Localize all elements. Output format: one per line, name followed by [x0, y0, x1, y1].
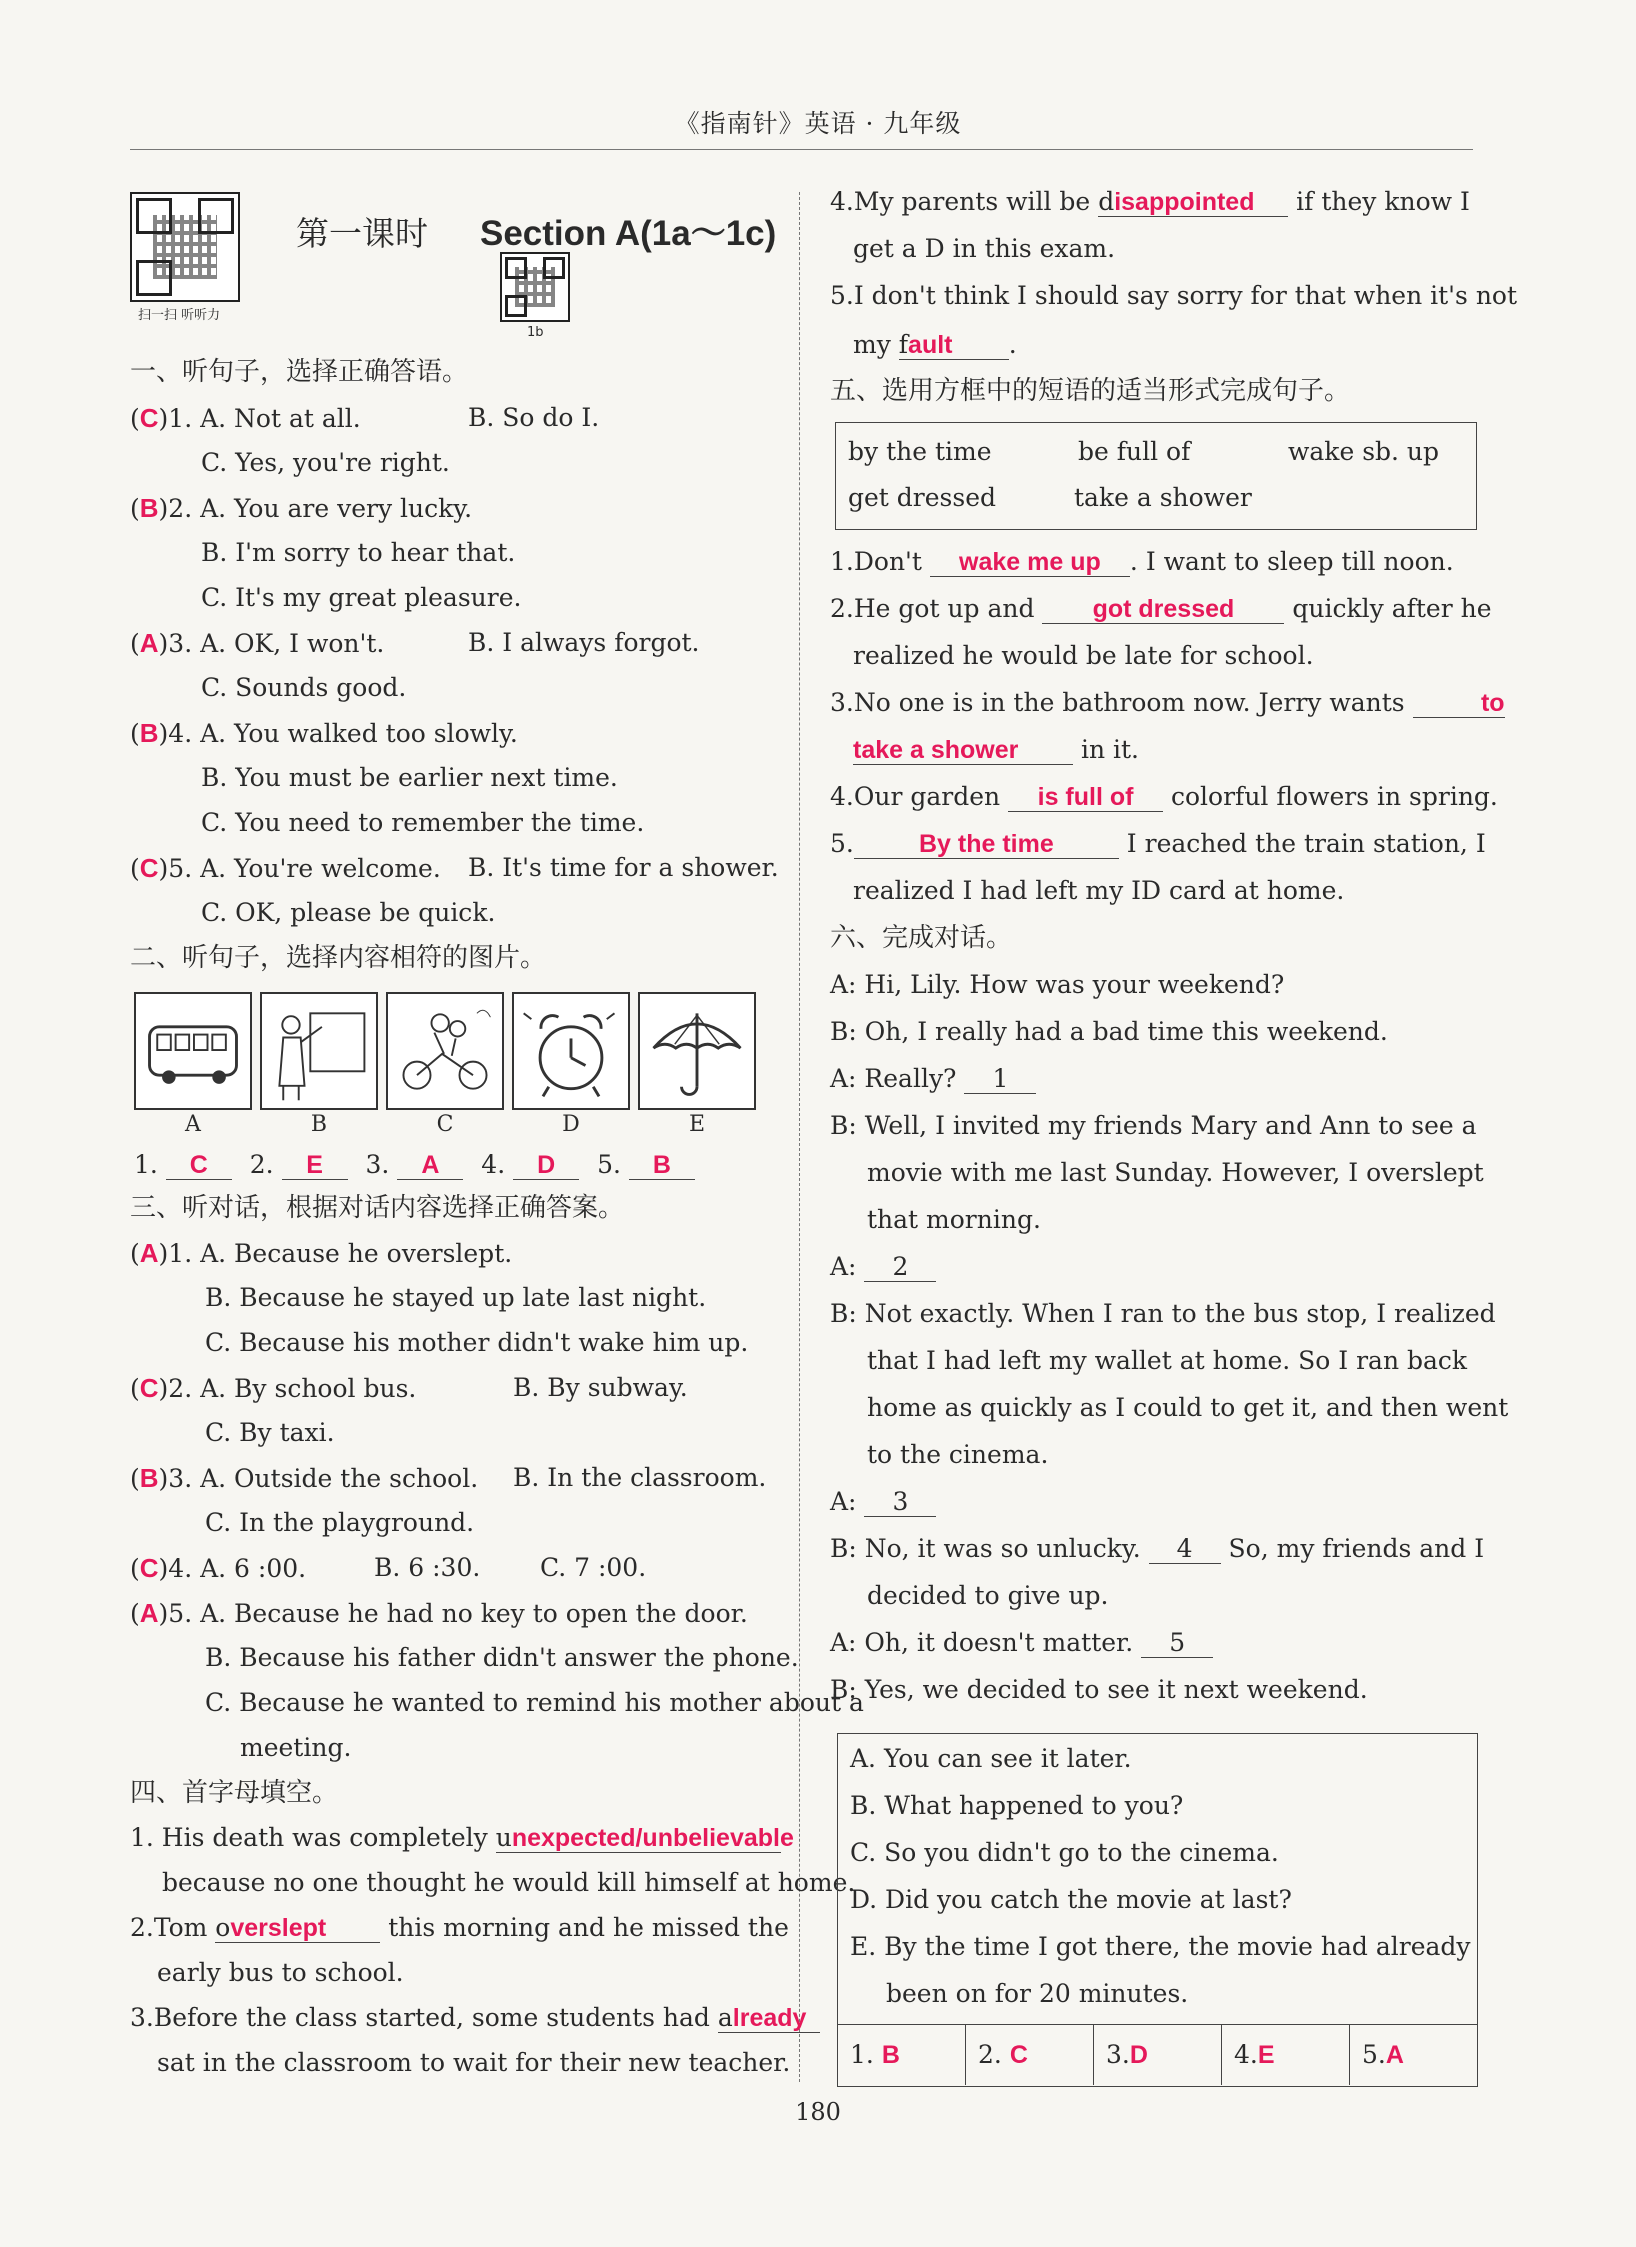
- section-2-heading: 二、听句子，选择内容相符的图片。: [130, 943, 547, 973]
- s3-q5-option-c-cont: meeting.: [240, 1733, 352, 1762]
- picture-label-a: A: [185, 1112, 201, 1137]
- section-6-heading: 六、完成对话。: [830, 923, 1013, 953]
- s5-q2-cont: realized he would be late for school.: [853, 641, 1314, 670]
- s3-q2-option-c: C. By taxi.: [205, 1418, 335, 1447]
- s3-q5-option-c: C. Because he wanted to remind his mother about a: [205, 1688, 864, 1717]
- blank: 3: [864, 1488, 936, 1517]
- option: D. Did you catch the movie at last?: [850, 1885, 1292, 1914]
- s1-question-1: (C)1. A. Not at all.: [130, 403, 361, 433]
- section-3-heading: 三、听对话，根据对话内容选择正确答案。: [130, 1193, 625, 1223]
- option: been on for 20 minutes.: [886, 1979, 1189, 2008]
- blank: 2: [864, 1253, 936, 1282]
- section-1-heading: 一、听句子，选择正确答语。: [130, 357, 469, 387]
- option: A. You can see it later.: [850, 1744, 1132, 1773]
- answer-row: [838, 2024, 1477, 2085]
- answer: C: [139, 853, 159, 883]
- answer: C: [139, 1373, 159, 1403]
- answer: is full of: [1008, 783, 1163, 812]
- s1-q2-option-c: C. It's my great pleasure.: [201, 583, 522, 612]
- options-box: [837, 1733, 1478, 2087]
- answer-cell: 5.A: [1349, 2025, 1477, 2085]
- answer: verslept: [230, 1914, 327, 1942]
- s3-q4-option-c: C. 7 :00.: [540, 1553, 647, 1582]
- dialogue-line: to the cinema.: [867, 1440, 1049, 1469]
- s3-question-2: (C)2. A. By school bus.: [130, 1373, 417, 1403]
- dialogue-line: B: Not exactly. When I ran to the bus stop, I realized: [830, 1299, 1496, 1328]
- qr-1b-caption: 1b: [527, 325, 544, 340]
- s5-question-1: 1.Don't wake me up . I want to sleep till noon.: [830, 547, 1454, 576]
- lesson-title-en: Section A(1a～1c): [480, 214, 777, 253]
- picture-teacher: [260, 992, 378, 1110]
- s1-q4-option-c: C. You need to remember the time.: [201, 808, 645, 837]
- phrase-box: [835, 422, 1477, 530]
- phrase: be full of: [1078, 437, 1191, 466]
- dialogue-line: A: Oh, it doesn't matter. 5: [830, 1628, 1213, 1658]
- option: E. By the time I got there, the movie had already: [850, 1932, 1471, 1961]
- picture-label-e: E: [688, 1112, 706, 1137]
- s3-q1-option-c: C. Because his mother didn't wake him up.: [205, 1328, 749, 1357]
- page-header: 《指南针》英语 · 九年级: [674, 109, 962, 138]
- s4-q4-cont: get a D in this exam.: [853, 234, 1116, 263]
- s1-question-5: (C)5. A. You're welcome.: [130, 853, 441, 883]
- s3-q5-option-b: B. Because his father didn't answer the phone.: [205, 1643, 799, 1672]
- s5-q3-cont: take a shower in it.: [853, 735, 1139, 764]
- s2-answers: 1. C 2. E 3. A 4. D 5. B: [134, 1150, 695, 1180]
- answer-cell: 2. C: [965, 2025, 1093, 2085]
- s4-question-5: 5.I don't think I should say sorry for that when it's not: [830, 281, 1518, 310]
- s5-q5-cont: realized I had left my ID card at home.: [853, 876, 1345, 905]
- answer: ault: [908, 331, 953, 359]
- dialogue-line: A: 2: [830, 1252, 936, 1282]
- s3-question-4: (C)4. A. 6 :00.: [130, 1553, 307, 1583]
- option: C. So you didn't go to the cinema.: [850, 1838, 1279, 1867]
- s4-question-2: 2.Tom overslept this morning and he missed the: [130, 1913, 789, 1942]
- answer: E: [282, 1151, 348, 1180]
- dialogue-line: B: No, it was so unlucky. 4 So, my friends and I: [830, 1534, 1485, 1563]
- picture-bus: [134, 992, 252, 1110]
- s4-q2-cont: early bus to school.: [157, 1958, 404, 1987]
- dialogue-line: movie with me last Sunday. However, I overslept: [867, 1158, 1484, 1187]
- qr-caption: 扫一扫 听听力: [138, 308, 221, 323]
- dialogue-line: B: Oh, I really had a bad time this weekend.: [830, 1017, 1388, 1046]
- s3-question-1: (A)1. A. Because he overslept.: [130, 1238, 513, 1268]
- lesson-title-cn: 第一课时: [296, 214, 428, 253]
- s1-q5-option-c: C. OK, please be quick.: [201, 898, 496, 927]
- answer: C: [139, 403, 159, 433]
- picture-label-b: B: [310, 1112, 328, 1137]
- s4-q5-cont: my fault .: [853, 330, 1017, 359]
- answer: isappointed: [1114, 188, 1255, 216]
- answer: wake me up: [930, 548, 1130, 577]
- s1-q1-option-c: C. Yes, you're right.: [201, 448, 450, 477]
- section-4-heading: 四、首字母填空。: [130, 1778, 339, 1808]
- s3-q1-option-b: B. Because he stayed up late last night.: [205, 1283, 707, 1312]
- picture-motorbike: [386, 992, 504, 1110]
- answer: A: [397, 1151, 463, 1180]
- phrase: wake sb. up: [1288, 437, 1440, 466]
- s1-q2-option-b: B. I'm sorry to hear that.: [201, 538, 516, 567]
- s3-question-3: (B)3. A. Outside the school.: [130, 1463, 479, 1493]
- dialogue-line: B: Well, I invited my friends Mary and Ann to see a: [830, 1111, 1477, 1140]
- answer: nexpected/unbelievable: [511, 1824, 794, 1852]
- answer-cell: 3.D: [1093, 2025, 1221, 2085]
- s1-q4-option-b: B. You must be earlier next time.: [201, 763, 618, 792]
- blank: 1: [964, 1065, 1036, 1094]
- answer: By the time: [854, 830, 1119, 859]
- picture-umbrella: [638, 992, 756, 1110]
- qr-code-1b: [500, 252, 570, 322]
- header-rule: [130, 149, 1473, 150]
- option: B. What happened to you?: [850, 1791, 1184, 1820]
- page-number: 180: [795, 2098, 841, 2126]
- answer: B: [139, 1463, 159, 1493]
- answer: got dressed: [1042, 595, 1284, 624]
- s5-question-3: 3.No one is in the bathroom now. Jerry wants to: [830, 688, 1505, 717]
- answer-cell: 1. B: [850, 2040, 900, 2069]
- answer: D: [513, 1151, 579, 1180]
- picture-label-c: C: [436, 1112, 454, 1137]
- s1-q1-option-b: B. So do I.: [468, 403, 600, 432]
- s3-q4-option-b: B. 6 :30.: [374, 1553, 481, 1582]
- answer: take a shower: [853, 736, 1073, 765]
- qr-code-main: [130, 192, 240, 302]
- blank: 5: [1141, 1629, 1213, 1658]
- phrase: by the time: [848, 437, 992, 466]
- s5-question-2: 2.He got up and got dressed quickly after he: [830, 594, 1492, 623]
- dialogue-line: A: 3: [830, 1487, 936, 1517]
- s1-question-4: (B)4. A. You walked too slowly.: [130, 718, 518, 748]
- answer: C: [139, 1553, 159, 1583]
- dialogue-line: A: Hi, Lily. How was your weekend?: [830, 970, 1285, 999]
- answer: lready: [732, 2004, 807, 2032]
- dialogue-line: A: Really? 1: [830, 1064, 1036, 1094]
- dialogue-line: B: Yes, we decided to see it next weekend.: [830, 1675, 1368, 1704]
- picture-label-d: D: [562, 1112, 580, 1137]
- s4-question-3: 3.Before the class started, some students had already: [130, 2003, 820, 2033]
- answer: B: [139, 493, 159, 523]
- s4-question-1: 1. His death was completely unexpected/unbelievable: [130, 1823, 794, 1852]
- column-divider: [799, 192, 800, 2082]
- blank: 4: [1149, 1535, 1221, 1564]
- dialogue-line: that I had left my wallet at home. So I ran back: [867, 1346, 1468, 1375]
- answer: C: [166, 1151, 232, 1180]
- s5-question-5: 5. By the time I reached the train station, I: [830, 829, 1486, 858]
- s3-q3-option-b: B. In the classroom.: [513, 1463, 767, 1492]
- s3-q2-option-b: B. By subway.: [513, 1373, 688, 1402]
- answer: B: [629, 1151, 695, 1180]
- s1-q3-option-b: B. I always forgot.: [468, 628, 700, 657]
- s3-question-5: (A)5. A. Because he had no key to open the door.: [130, 1598, 748, 1628]
- s4-question-4: 4.My parents will be disappointed if they know I: [830, 187, 1470, 216]
- s3-q3-option-c: C. In the playground.: [205, 1508, 475, 1537]
- dialogue-line: decided to give up.: [867, 1581, 1109, 1610]
- phrase: take a shower: [1074, 483, 1252, 512]
- picture-alarm-clock: [512, 992, 630, 1110]
- answer: A: [139, 1598, 159, 1628]
- dialogue-line: home as quickly as I could to get it, and then went: [867, 1393, 1509, 1422]
- s5-question-4: 4.Our garden is full of colorful flowers in spring.: [830, 782, 1498, 811]
- s1-q3-option-c: C. Sounds good.: [201, 673, 407, 702]
- answer: A: [139, 1238, 159, 1268]
- s4-q3-cont: sat in the classroom to wait for their new teacher.: [157, 2048, 791, 2077]
- phrase: get dressed: [848, 483, 996, 512]
- dialogue-line: that morning.: [867, 1205, 1041, 1234]
- s4-q1-cont: because no one thought he would kill himself at home.: [162, 1868, 856, 1897]
- answer: to: [1413, 689, 1505, 718]
- answer: B: [139, 718, 159, 748]
- answer-cell: 4.E: [1221, 2025, 1349, 2085]
- s1-question-3: (A)3. A. OK, I won't.: [130, 628, 385, 658]
- section-5-heading: 五、选用方框中的短语的适当形式完成句子。: [830, 376, 1351, 406]
- answer: A: [139, 628, 159, 658]
- s1-q5-option-b: B. It's time for a shower.: [468, 853, 779, 882]
- s1-question-2: (B)2. A. You are very lucky.: [130, 493, 473, 523]
